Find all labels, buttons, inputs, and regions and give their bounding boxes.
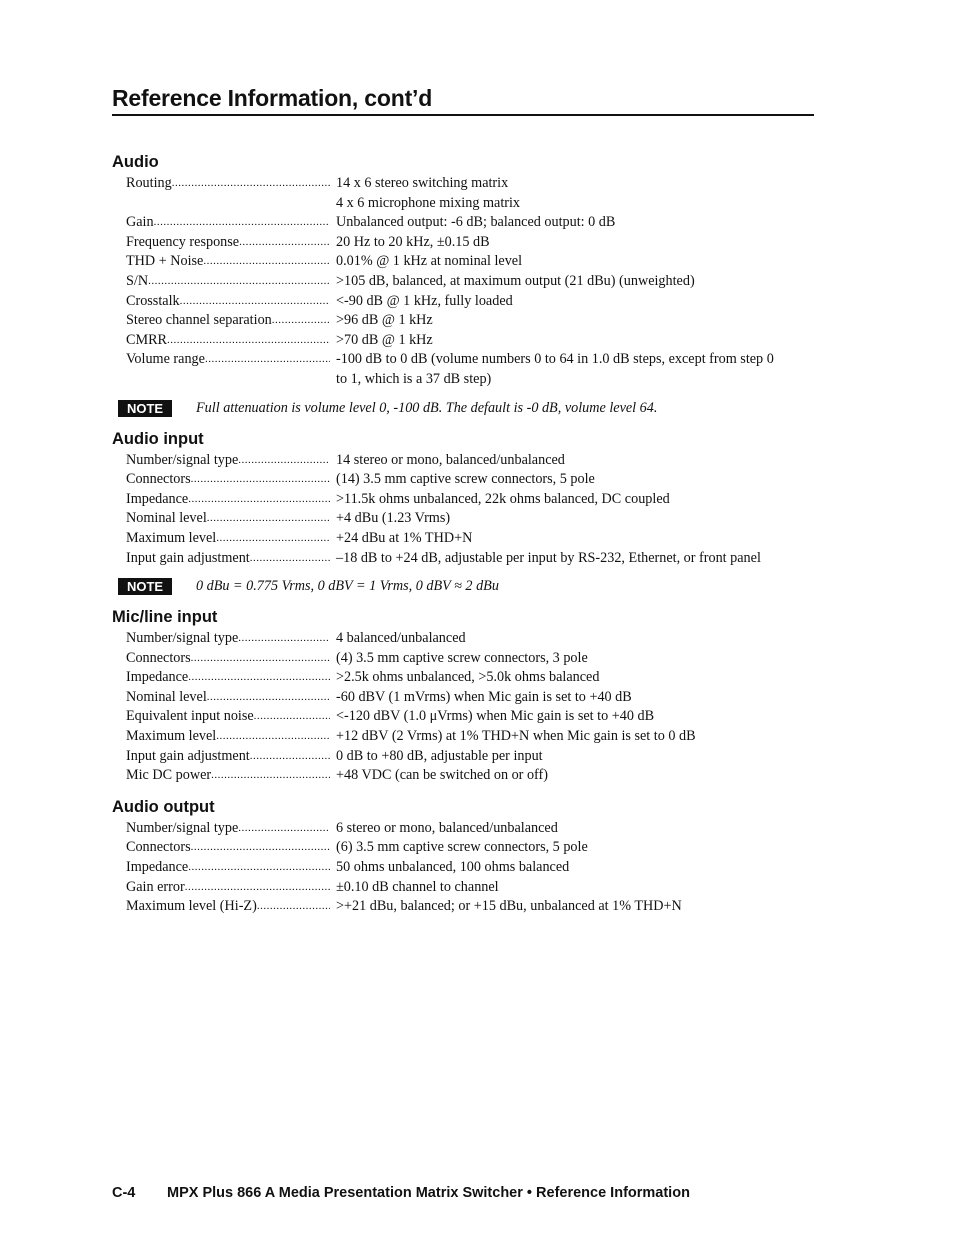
spec-value-line: ±0.10 dB channel to channel xyxy=(336,878,499,895)
spec-row xyxy=(112,272,814,292)
spec-row xyxy=(112,509,814,529)
note-text: 0 dBu = 0.775 Vrms, 0 dBV = 1 Vrms, 0 dBV ≈ 2 dBu xyxy=(196,578,499,595)
spec-value xyxy=(336,233,814,253)
spec-label: S/N xyxy=(126,272,149,289)
dot-leader xyxy=(188,490,330,510)
dot-leader xyxy=(207,509,330,529)
spec-value-line: (4) 3.5 mm captive screw connectors, 3 pole xyxy=(336,649,588,666)
spec-value-line: >105 dB, balanced, at maximum output (21 dBu) (unweighted) xyxy=(336,272,695,289)
spec-row xyxy=(112,629,814,649)
spec-label-cell xyxy=(126,292,330,312)
spec-value-line: 14 stereo or mono, balanced/unbalanced xyxy=(336,451,565,468)
spec-label-cell xyxy=(126,629,330,649)
spec-label-cell xyxy=(126,549,330,569)
dot-leader xyxy=(211,766,330,786)
dot-leader xyxy=(185,878,330,898)
spec-value-line: to 1, which is a 37 dB step) xyxy=(336,370,492,387)
dot-leader xyxy=(203,252,330,272)
spec-label-cell xyxy=(126,878,330,898)
spec-row xyxy=(112,451,814,471)
spec-label: Nominal level xyxy=(126,510,207,527)
spec-value-line: +48 VDC (can be switched on or off) xyxy=(336,767,548,784)
spec-value-line: +24 dBu at 1% THD+N xyxy=(336,529,473,546)
spec-label: CMRR xyxy=(126,331,168,348)
dot-leader xyxy=(250,549,330,569)
spec-label-cell xyxy=(126,272,330,292)
spec-label-cell xyxy=(126,766,330,786)
spec-row xyxy=(112,174,814,213)
spec-value-line: –18 dB to +24 dB, adjustable per input by RS-232, Ethernet, or front panel xyxy=(336,549,761,566)
spec-label-cell xyxy=(126,688,330,708)
dot-leader xyxy=(172,174,330,213)
spec-row xyxy=(112,331,814,351)
spec-label: Connectors xyxy=(126,471,191,488)
spec-label-cell xyxy=(126,819,330,839)
spec-value xyxy=(336,766,814,786)
spec-label-cell xyxy=(126,470,330,490)
spec-value-line: 0.01% @ 1 kHz at nominal level xyxy=(336,253,523,270)
spec-row xyxy=(112,490,814,510)
spec-label: Number/signal type xyxy=(126,819,239,836)
spec-label-cell xyxy=(126,529,330,549)
spec-label: Maximum level xyxy=(126,728,217,745)
spec-label-cell xyxy=(126,331,330,351)
spec-label-cell xyxy=(126,897,330,917)
spec-value xyxy=(336,838,814,858)
spec-label: Input gain adjustment xyxy=(126,549,250,566)
dot-leader xyxy=(238,629,330,649)
spec-row xyxy=(112,213,814,233)
dot-leader xyxy=(216,727,330,747)
spec-value xyxy=(336,668,814,688)
spec-row xyxy=(112,897,814,917)
spec-label-cell xyxy=(126,490,330,510)
spec-value xyxy=(336,819,814,839)
spec-value-line: >2.5k ohms unbalanced, >5.0k ohms balanced xyxy=(336,669,600,686)
spec-value-line: 14 x 6 stereo switching matrix xyxy=(336,175,509,191)
spec-label: Impedance xyxy=(126,490,189,507)
spec-section xyxy=(112,428,814,597)
spec-value-line: >11.5k ohms unbalanced, 22k ohms balanced, DC coupled xyxy=(336,490,670,507)
spec-value-line: 4 x 6 microphone mixing matrix xyxy=(336,194,521,211)
dot-leader xyxy=(207,688,330,708)
page-title: Reference Information, cont’d xyxy=(112,84,814,116)
spec-value xyxy=(336,878,814,898)
spec-row xyxy=(112,838,814,858)
spec-label-cell xyxy=(126,858,330,878)
note-badge: NOTE xyxy=(118,400,172,417)
footer-page-number: C-4 xyxy=(112,1185,136,1201)
spec-label-cell xyxy=(126,311,330,331)
spec-label: Stereo channel separation xyxy=(126,312,272,329)
spec-label-cell xyxy=(126,707,330,727)
dot-leader xyxy=(205,350,330,389)
spec-value xyxy=(336,688,814,708)
spec-value-line: 20 Hz to 20 kHz, ±0.15 dB xyxy=(336,233,490,250)
spec-value xyxy=(336,174,814,213)
spec-row xyxy=(112,549,814,569)
spec-section xyxy=(112,796,814,917)
spec-row xyxy=(112,766,814,786)
dot-leader xyxy=(154,213,330,233)
spec-row xyxy=(112,311,814,331)
spec-label-cell xyxy=(126,213,330,233)
spec-label: Maximum level xyxy=(126,529,217,546)
spec-value-line: -100 dB to 0 dB (volume numbers 0 to 64 in 1.0 dB steps, except from step 0 xyxy=(336,351,774,368)
spec-label-cell xyxy=(126,649,330,669)
spec-label: Impedance xyxy=(126,669,189,686)
spec-row xyxy=(112,819,814,839)
spec-value-line: +4 dBu (1.23 Vrms) xyxy=(336,510,451,527)
dot-leader xyxy=(250,747,330,767)
section-heading: Mic/line input xyxy=(112,608,218,627)
note xyxy=(112,399,814,418)
spec-value xyxy=(336,707,814,727)
spec-label-cell xyxy=(126,233,330,253)
spec-row xyxy=(112,470,814,490)
spec-label-cell xyxy=(126,174,330,213)
dot-leader xyxy=(148,272,330,292)
spec-value xyxy=(336,470,814,490)
spec-label-cell xyxy=(126,509,330,529)
spec-label-cell xyxy=(126,252,330,272)
spec-value-line: -60 dBV (1 mVrms) when Mic gain is set to +40 dB xyxy=(336,688,632,705)
spec-value xyxy=(336,451,814,471)
spec-row xyxy=(112,688,814,708)
spec-value xyxy=(336,292,814,312)
spec-value-line: >70 dB @ 1 kHz xyxy=(336,331,433,348)
dot-leader xyxy=(191,649,330,669)
section-heading: Audio input xyxy=(112,429,204,448)
spec-label-cell xyxy=(126,668,330,688)
spec-value xyxy=(336,858,814,878)
spec-value xyxy=(336,311,814,331)
dot-leader xyxy=(188,668,330,688)
spec-label: Equivalent input noise xyxy=(126,708,254,725)
spec-row xyxy=(112,649,814,669)
dot-leader xyxy=(180,292,330,312)
page-footer xyxy=(112,1183,690,1203)
spec-value-line: <-120 dBV (1.0 μVrms) when Mic gain is set to +40 dB xyxy=(336,708,655,725)
spec-label: Connectors xyxy=(126,649,191,666)
dot-leader xyxy=(191,470,330,490)
dot-leader xyxy=(257,897,330,917)
spec-value xyxy=(336,897,814,917)
dot-leader xyxy=(216,529,330,549)
spec-label: Gain error xyxy=(126,878,185,895)
footer-text: MPX Plus 866 A Media Presentation Matrix Switcher • Reference Information xyxy=(167,1185,690,1201)
spec-value xyxy=(336,213,814,233)
spec-value xyxy=(336,549,814,569)
spec-row xyxy=(112,727,814,747)
spec-label: Impedance xyxy=(126,859,189,876)
spec-value xyxy=(336,727,814,747)
spec-row xyxy=(112,350,814,389)
spec-label: Input gain adjustment xyxy=(126,747,250,764)
spec-row xyxy=(112,292,814,312)
spec-label: Connectors xyxy=(126,839,191,856)
spec-label: THD + Noise xyxy=(126,253,204,270)
spec-label: Number/signal type xyxy=(126,630,239,647)
spec-value xyxy=(336,331,814,351)
spec-label: Maximum level (Hi-Z) xyxy=(126,898,257,915)
spec-value-line: Unbalanced output: -6 dB; balanced output: 0 dB xyxy=(336,214,616,231)
dot-leader xyxy=(254,707,330,727)
spec-label: Volume range xyxy=(126,351,205,368)
spec-label: Crosstalk xyxy=(126,292,180,309)
spec-label-cell xyxy=(126,727,330,747)
spec-label: Routing xyxy=(126,175,172,191)
section-heading: Audio xyxy=(112,153,159,171)
spec-row xyxy=(112,252,814,272)
spec-row xyxy=(112,707,814,727)
spec-row xyxy=(112,858,814,878)
spec-section xyxy=(112,151,814,418)
spec-label: Frequency response xyxy=(126,233,240,250)
spec-value-line: (6) 3.5 mm captive screw connectors, 5 pole xyxy=(336,839,588,856)
spec-label: Nominal level xyxy=(126,688,207,705)
spec-value xyxy=(336,529,814,549)
dot-leader xyxy=(188,858,330,878)
note xyxy=(112,577,814,596)
spec-value-line: 50 ohms unbalanced, 100 ohms balanced xyxy=(336,859,570,876)
spec-value xyxy=(336,252,814,272)
spec-value xyxy=(336,350,814,389)
spec-value-line: 4 balanced/unbalanced xyxy=(336,630,466,647)
spec-row xyxy=(112,668,814,688)
dot-leader xyxy=(272,311,330,331)
spec-label-cell xyxy=(126,350,330,389)
spec-value xyxy=(336,629,814,649)
dot-leader xyxy=(239,233,330,253)
spec-label: Gain xyxy=(126,214,154,231)
spec-value-line: 0 dB to +80 dB, adjustable per input xyxy=(336,747,543,764)
spec-label-cell xyxy=(126,451,330,471)
spec-row xyxy=(112,747,814,767)
dot-leader xyxy=(238,451,330,471)
dot-leader xyxy=(167,331,330,351)
note-badge: NOTE xyxy=(118,578,172,595)
spec-row xyxy=(112,529,814,549)
dot-leader xyxy=(238,819,330,839)
spec-value-line: <-90 dB @ 1 kHz, fully loaded xyxy=(336,292,513,309)
spec-label-cell xyxy=(126,747,330,767)
spec-label-cell xyxy=(126,838,330,858)
spec-value-line: >+21 dBu, balanced; or +15 dBu, unbalanced at 1% THD+N xyxy=(336,898,682,915)
spec-value xyxy=(336,490,814,510)
spec-content xyxy=(112,151,814,917)
section-heading: Audio output xyxy=(112,797,215,816)
spec-label: Mic DC power xyxy=(126,767,212,784)
spec-value xyxy=(336,509,814,529)
spec-value xyxy=(336,747,814,767)
note-text: Full attenuation is volume level 0, -100 dB. The default is -0 dB, volume level 64. xyxy=(196,399,658,416)
spec-value-line: (14) 3.5 mm captive screw connectors, 5 pole xyxy=(336,471,595,488)
dot-leader xyxy=(191,838,330,858)
spec-section xyxy=(112,606,814,786)
spec-label: Number/signal type xyxy=(126,451,239,468)
spec-value-line: 6 stereo or mono, balanced/unbalanced xyxy=(336,819,558,836)
spec-row xyxy=(112,878,814,898)
spec-value-line: >96 dB @ 1 kHz xyxy=(336,312,433,329)
spec-value xyxy=(336,649,814,669)
spec-value-line: +12 dBV (2 Vrms) at 1% THD+N when Mic gain is set to 0 dB xyxy=(336,728,696,745)
spec-row xyxy=(112,233,814,253)
spec-value xyxy=(336,272,814,292)
